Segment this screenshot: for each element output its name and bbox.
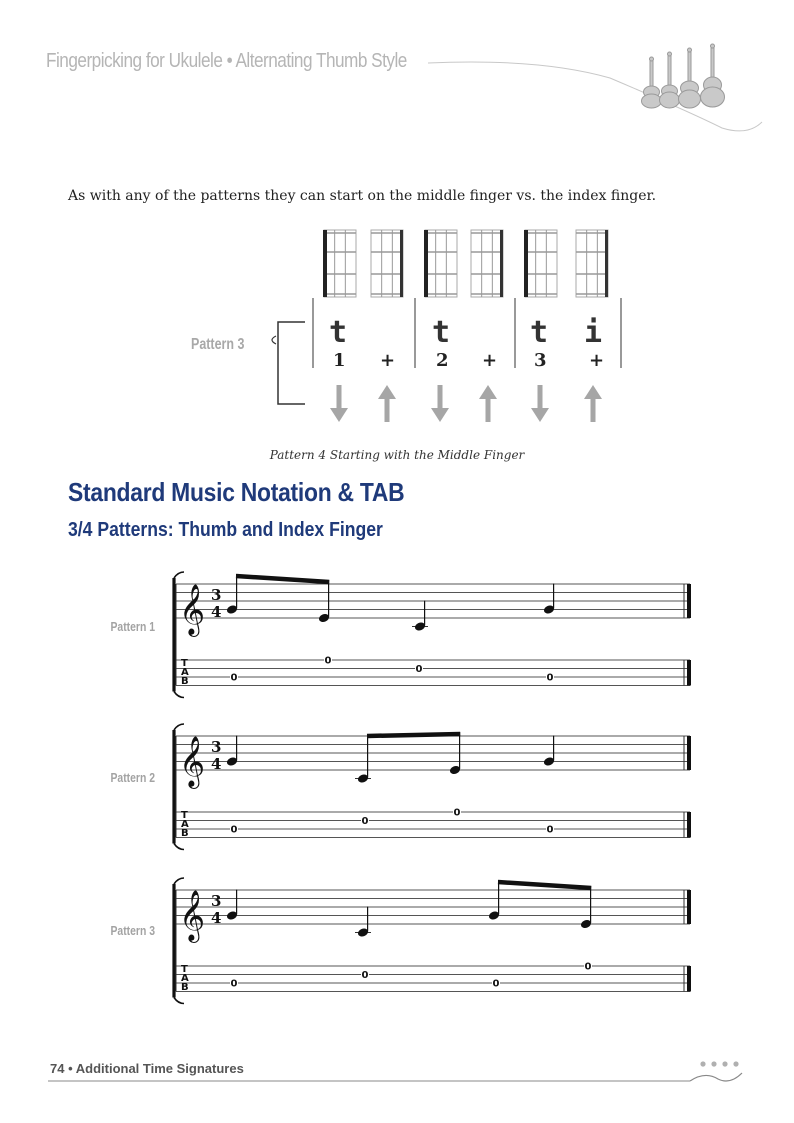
system-label: Pattern 3 <box>110 923 155 938</box>
tab-fret-number: 0 <box>546 672 554 684</box>
tab-clef-letter: T <box>181 810 188 821</box>
time-signature-top: 3 <box>211 738 222 756</box>
system-label: Pattern 1 <box>110 619 155 634</box>
brace <box>278 322 305 404</box>
tab-clef-letter: A <box>181 667 189 678</box>
tab-fret-number: 0 <box>546 824 554 836</box>
tab-clef-letter: A <box>181 819 189 830</box>
ukulele-icon <box>701 44 725 107</box>
standard-staff <box>176 584 690 618</box>
running-header-title: Fingerpicking for Ukulele • Alternating Thumb Style <box>46 50 407 72</box>
brace-tip <box>272 336 276 344</box>
note-beam <box>236 576 329 582</box>
treble-clef: 𝄞 <box>179 584 206 635</box>
subsection-heading: 3/4 Patterns: Thumb and Index Finger <box>68 519 383 541</box>
note <box>543 584 555 615</box>
note <box>355 907 371 938</box>
up-arrow <box>378 385 396 422</box>
tab-fret-number: 0 <box>230 978 238 990</box>
note-beam <box>498 882 591 888</box>
down-arrow <box>330 385 348 422</box>
tab-clef-letter: B <box>181 982 189 993</box>
finger-letter: i <box>584 315 603 350</box>
time-signature-top: 3 <box>211 586 222 604</box>
music-system <box>174 572 691 698</box>
tab-staff <box>176 966 690 992</box>
tab-fret-number: 0 <box>324 655 332 667</box>
note <box>226 890 238 921</box>
footer-wave <box>690 1073 742 1081</box>
note <box>226 736 238 767</box>
count-label: + <box>482 350 498 371</box>
final-barline-thick <box>687 890 691 924</box>
bracket-hook <box>174 878 184 884</box>
system-label: Pattern 2 <box>110 770 155 785</box>
standard-staff <box>176 736 690 770</box>
footer-dots <box>700 1061 738 1066</box>
count-label: 2 <box>436 350 449 371</box>
tab-fret-number: 0 <box>361 816 369 827</box>
tab-fret-number: 0 <box>492 978 500 990</box>
tab-fret-number: 0 <box>584 961 592 973</box>
tab-clef-letter: T <box>181 658 188 669</box>
pattern-diagram <box>0 220 794 435</box>
fretboard-box <box>371 230 403 297</box>
page-footer: 74 • Additional Time Signatures <box>50 1061 244 1076</box>
fretboard-row <box>323 230 608 297</box>
pattern-diagram-label: Pattern 3 <box>191 336 245 353</box>
fretboard-box <box>471 230 503 297</box>
note <box>355 773 371 784</box>
tab-clef-letter: T <box>181 964 188 975</box>
time-signature-bottom: 4 <box>211 603 222 621</box>
music-system <box>174 878 691 1004</box>
time-signature-top: 3 <box>211 892 222 910</box>
figure-caption: Pattern 4 Starting with the Middle Finger <box>269 448 525 462</box>
bracket-hook <box>174 724 184 730</box>
tab-clef-letter: A <box>181 973 189 984</box>
tab-fret-number: 0 <box>230 824 238 836</box>
intro-paragraph: As with any of the patterns they can start on the middle finger vs. the index finger. <box>68 188 657 204</box>
ukulele-icon <box>679 48 701 108</box>
final-barline-thick <box>687 660 691 686</box>
stroke-arrows <box>330 385 602 422</box>
note <box>412 601 428 632</box>
music-system <box>174 724 691 850</box>
tab-fret-number: 0 <box>415 664 423 675</box>
tab-staff <box>176 660 690 686</box>
count-label: + <box>380 350 396 371</box>
final-barline-thick <box>687 966 691 992</box>
up-arrow <box>584 385 602 422</box>
ukulele-icon <box>642 57 662 108</box>
note <box>543 736 555 767</box>
time-signature-bottom: 4 <box>211 909 222 927</box>
tab-staff <box>176 812 690 838</box>
treble-clef: 𝄞 <box>179 890 206 941</box>
finger-letter: t <box>432 315 451 350</box>
count-label: 3 <box>534 350 547 371</box>
section-heading: Standard Music Notation & TAB <box>68 477 405 507</box>
fretboard-box <box>323 230 356 297</box>
down-arrow <box>531 385 549 422</box>
bracket-hook <box>174 692 184 698</box>
final-barline-thick <box>687 736 691 770</box>
bracket-hook <box>174 998 184 1004</box>
tab-fret-number: 0 <box>230 672 238 684</box>
count-label: 1 <box>333 350 346 371</box>
tab-clef-letter: B <box>181 828 189 839</box>
fretboard-box <box>424 230 457 297</box>
ukulele-icon <box>660 52 680 108</box>
final-barline-thick <box>687 812 691 838</box>
final-barline-thick <box>687 584 691 618</box>
finger-letter: t <box>530 315 549 350</box>
tab-fret-number: 0 <box>453 807 461 819</box>
treble-clef: 𝄞 <box>179 736 206 787</box>
fretboard-box <box>576 230 608 297</box>
bracket-hook <box>174 572 184 578</box>
tab-fret-number: 0 <box>361 970 369 981</box>
down-arrow <box>431 385 449 422</box>
count-label: + <box>589 350 605 371</box>
bracket-hook <box>174 844 184 850</box>
time-signature-bottom: 4 <box>211 755 222 773</box>
footer-decoration <box>0 1055 794 1095</box>
note-beam <box>367 734 460 736</box>
beat-separators <box>313 298 621 371</box>
tab-clef-letter: B <box>181 676 189 687</box>
standard-staff <box>176 890 690 924</box>
up-arrow <box>479 385 497 422</box>
fretboard-box <box>524 230 557 297</box>
finger-letter: t <box>329 315 348 350</box>
header-decoration <box>0 0 794 140</box>
